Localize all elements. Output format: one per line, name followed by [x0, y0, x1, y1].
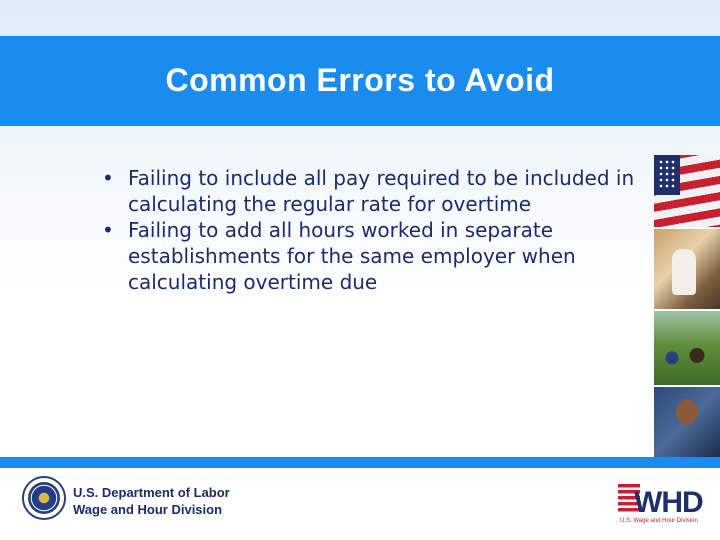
footer-rule [0, 457, 720, 468]
agency-line-2: Wage and Hour Division [73, 502, 223, 517]
agency-line-1: U.S. Department of Labor [73, 485, 230, 500]
office-worker-photo [654, 387, 720, 457]
department-of-labor-seal-icon [22, 476, 66, 520]
logo-caption: U.S. Wage and Hour Division [620, 518, 698, 524]
worker-photo [654, 229, 720, 309]
bullet-item: • Failing to include all pay required to be included in calculating the regular rate for overtime [100, 165, 660, 217]
photo-strip [654, 155, 720, 457]
logo-text: WHD [634, 486, 703, 519]
bullet-list [100, 165, 660, 295]
bullet-item: • Failing to add all hours worked in separate establishments for the same employer when calculating overtime due [100, 217, 660, 295]
slide-title: Common Errors to Avoid [165, 62, 555, 98]
flag-photo [654, 155, 720, 227]
agency-name [73, 484, 230, 518]
whd-logo-icon [616, 476, 716, 524]
farm-workers-photo [654, 311, 720, 385]
